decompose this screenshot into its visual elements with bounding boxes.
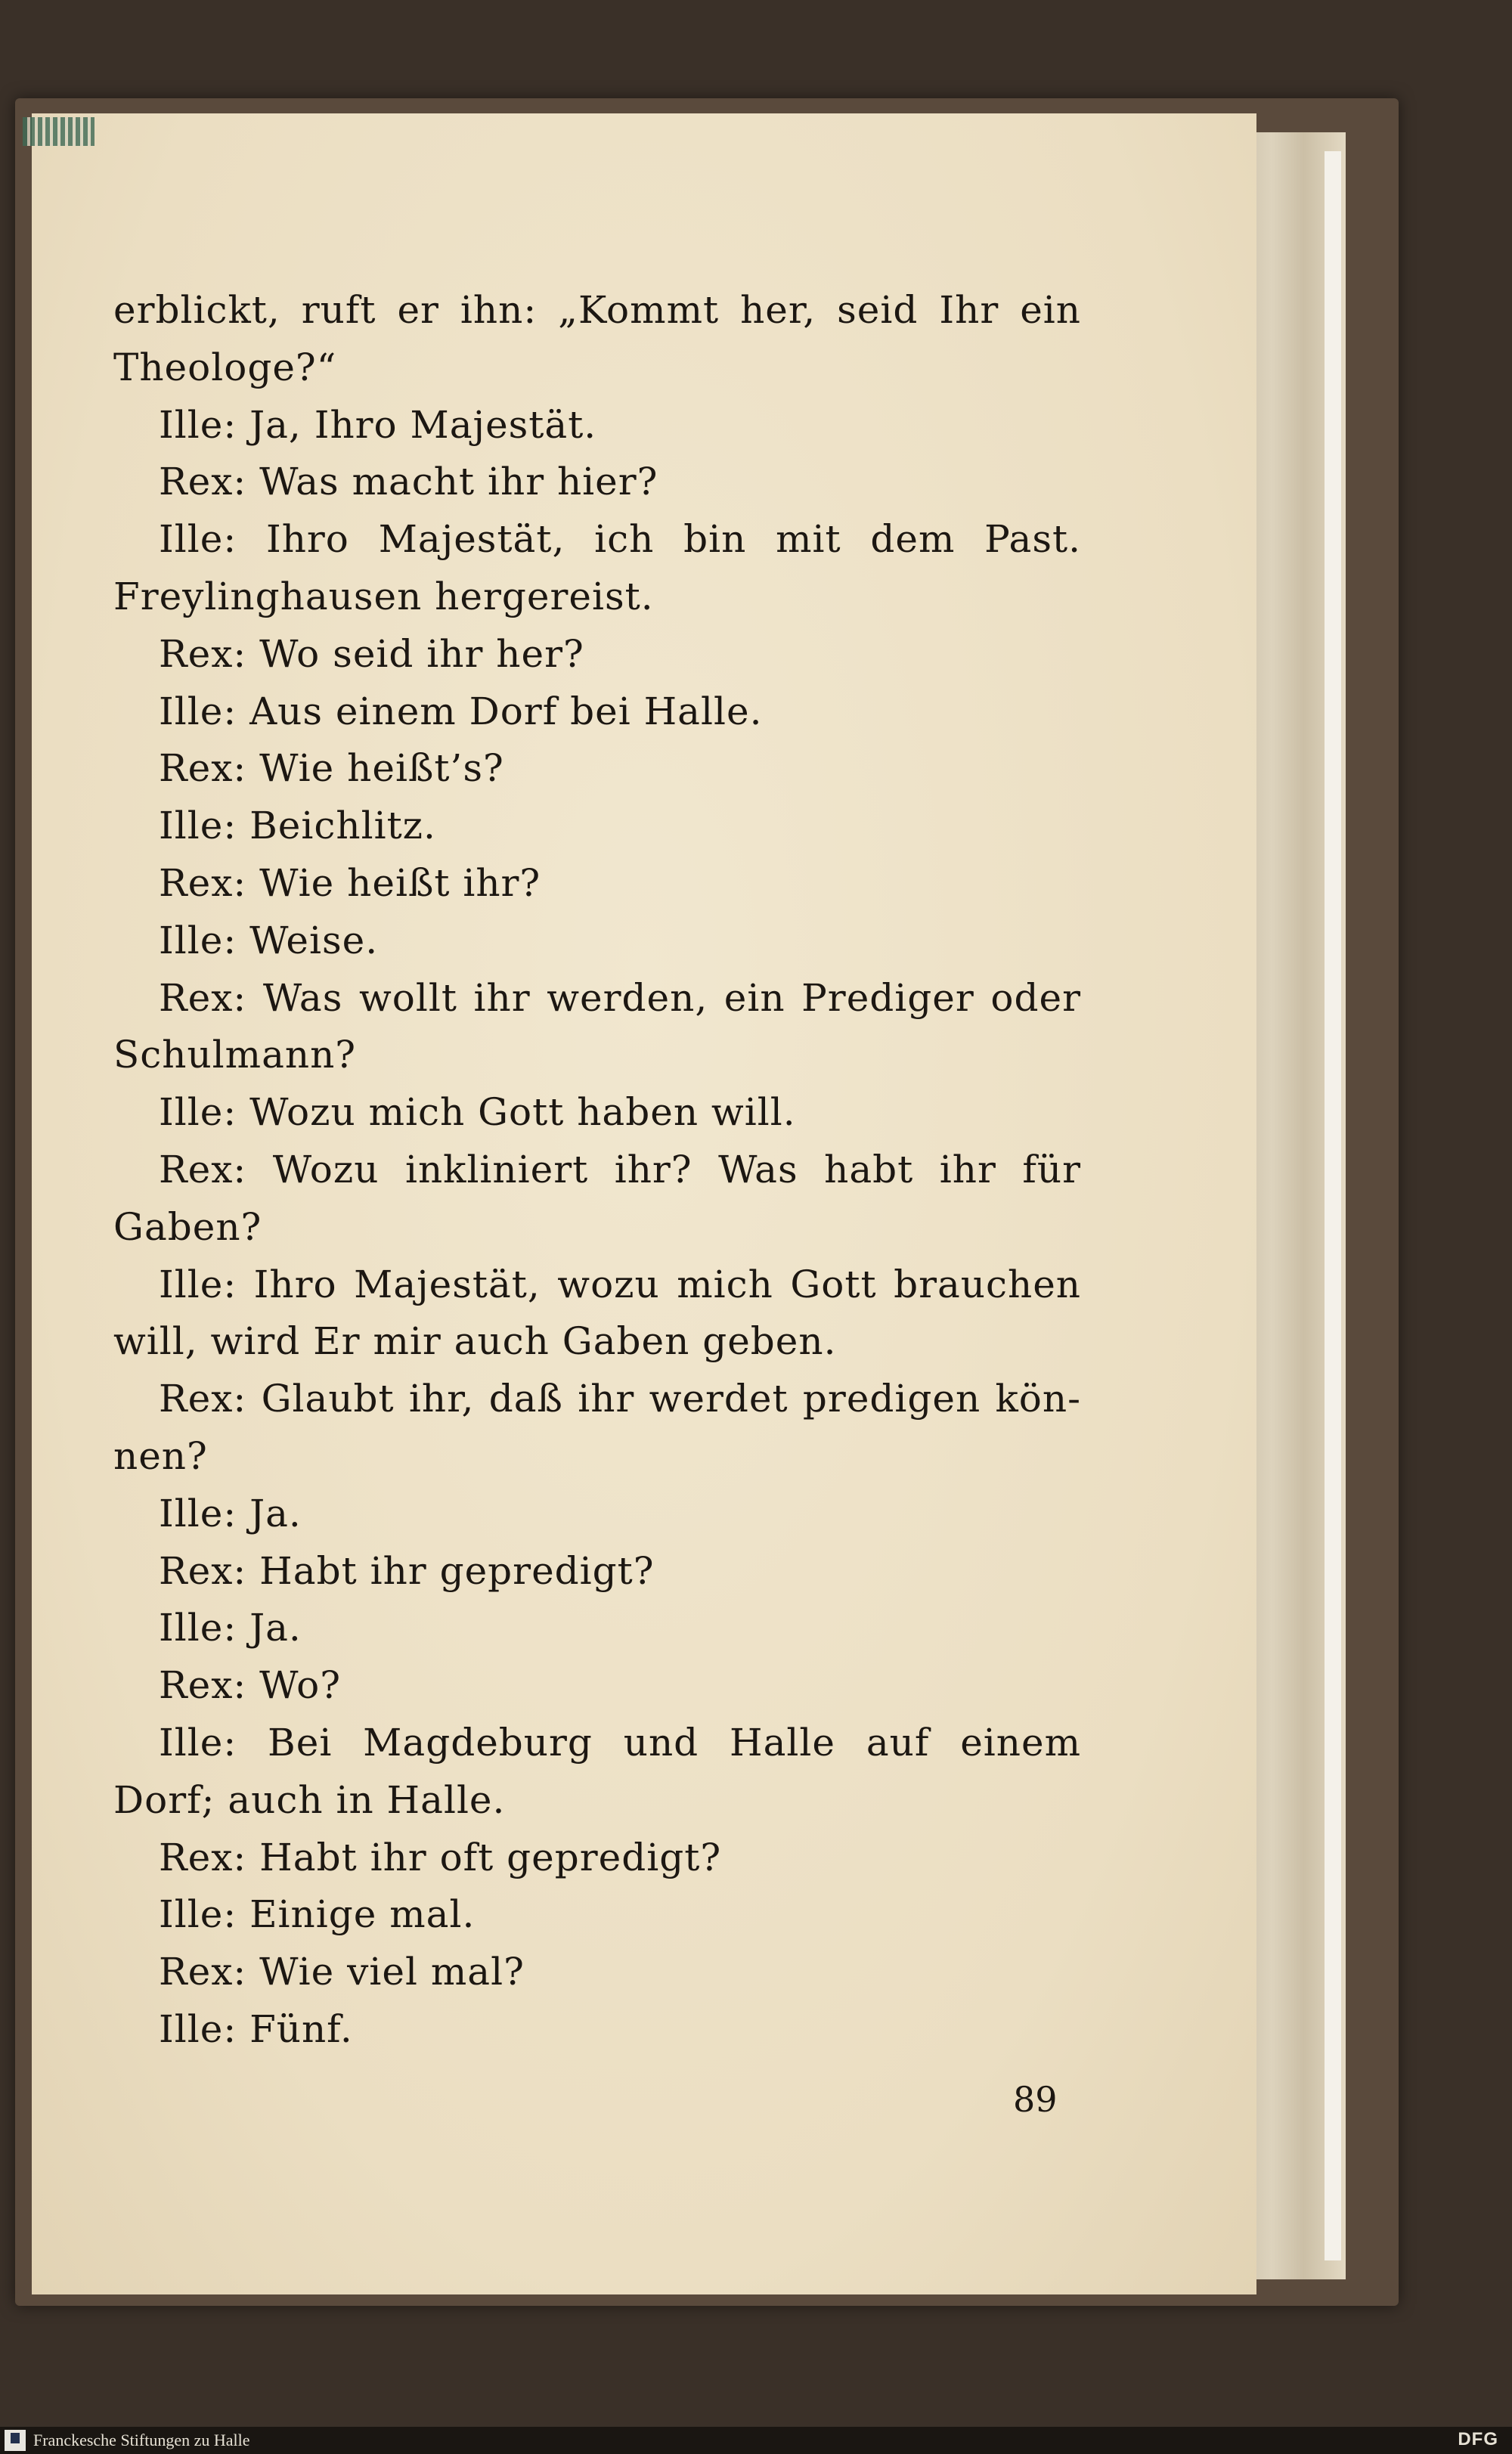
page-edges-highlight xyxy=(1325,151,1341,2260)
institution-logo-icon xyxy=(5,2430,26,2451)
text-line: Rex: Habt ihr oft gepredigt? xyxy=(159,1835,722,1879)
text-line: nen? xyxy=(113,1434,208,1478)
text-line: Ille: Aus einem Dorf bei Halle. xyxy=(159,689,763,733)
text-line: Ille: Wozu mich Gott haben will. xyxy=(159,1090,796,1135)
text-line: Schulmann? xyxy=(113,1033,357,1077)
text-line: Rex: Wozu inkliniert ihr? Was habt ihr für xyxy=(159,1148,1081,1191)
text-line: Rex: Was wollt ihr werden, ein Prediger oder xyxy=(159,975,1081,1020)
text-line: Rex: Wie heißt’s? xyxy=(159,746,504,791)
text-line: Ille: Ihro Majestät, ich bin mit dem Past. xyxy=(159,517,1081,562)
text-line: Rex: Wo? xyxy=(159,1663,342,1708)
text-line: Ille: Bei Magdeburg und Halle auf einem xyxy=(159,1721,1081,1765)
text-line: Ille: Ihro Majestät, wozu mich Gott brauchen xyxy=(159,1262,1081,1306)
text-line: erblickt, ruft er ihn: „Kommt her, seid Ihr ein xyxy=(113,288,1081,332)
text-line: Ille: Ja. xyxy=(159,1491,302,1535)
text-line: Dorf; auch in Halle. xyxy=(113,1777,506,1822)
text-line: Ille: Einige mal. xyxy=(159,1892,476,1937)
text-line: Theologe?“ xyxy=(113,345,337,389)
text-line: Ille: Ja, Ihro Majestät. xyxy=(159,402,597,447)
text-line: Ille: Weise. xyxy=(159,918,379,962)
text-line: Rex: Habt ihr gepredigt? xyxy=(159,1548,655,1593)
text-line: Rex: Was macht ihr hier? xyxy=(159,460,658,504)
footer-institution: Franckesche Stiftungen zu Halle xyxy=(33,2431,250,2449)
text-line: Ille: Beichlitz. xyxy=(159,804,436,848)
text-line: Rex: Wo seid ihr her? xyxy=(159,631,584,676)
text-line: Ille: Ja. xyxy=(159,1606,302,1650)
footer-funder-logo: DFG xyxy=(1458,2429,1498,2449)
text-line: Ille: Fünf. xyxy=(159,2007,353,2051)
text-line: will, wird Er mir auch Gaben geben. xyxy=(113,1319,837,1364)
text-line: Rex: Glaubt ihr, daß ihr werdet predigen kön- xyxy=(159,1377,1081,1421)
page-number: 89 xyxy=(1013,2079,1058,2120)
text-line: Freylinghausen hergereist. xyxy=(113,575,654,618)
text-line: Gaben? xyxy=(113,1204,262,1249)
text-line: Rex: Wie viel mal? xyxy=(159,1950,525,1994)
text-line: Rex: Wie heißt ihr? xyxy=(159,861,541,905)
binding-thread xyxy=(23,117,94,146)
logo-mark xyxy=(11,2433,20,2443)
